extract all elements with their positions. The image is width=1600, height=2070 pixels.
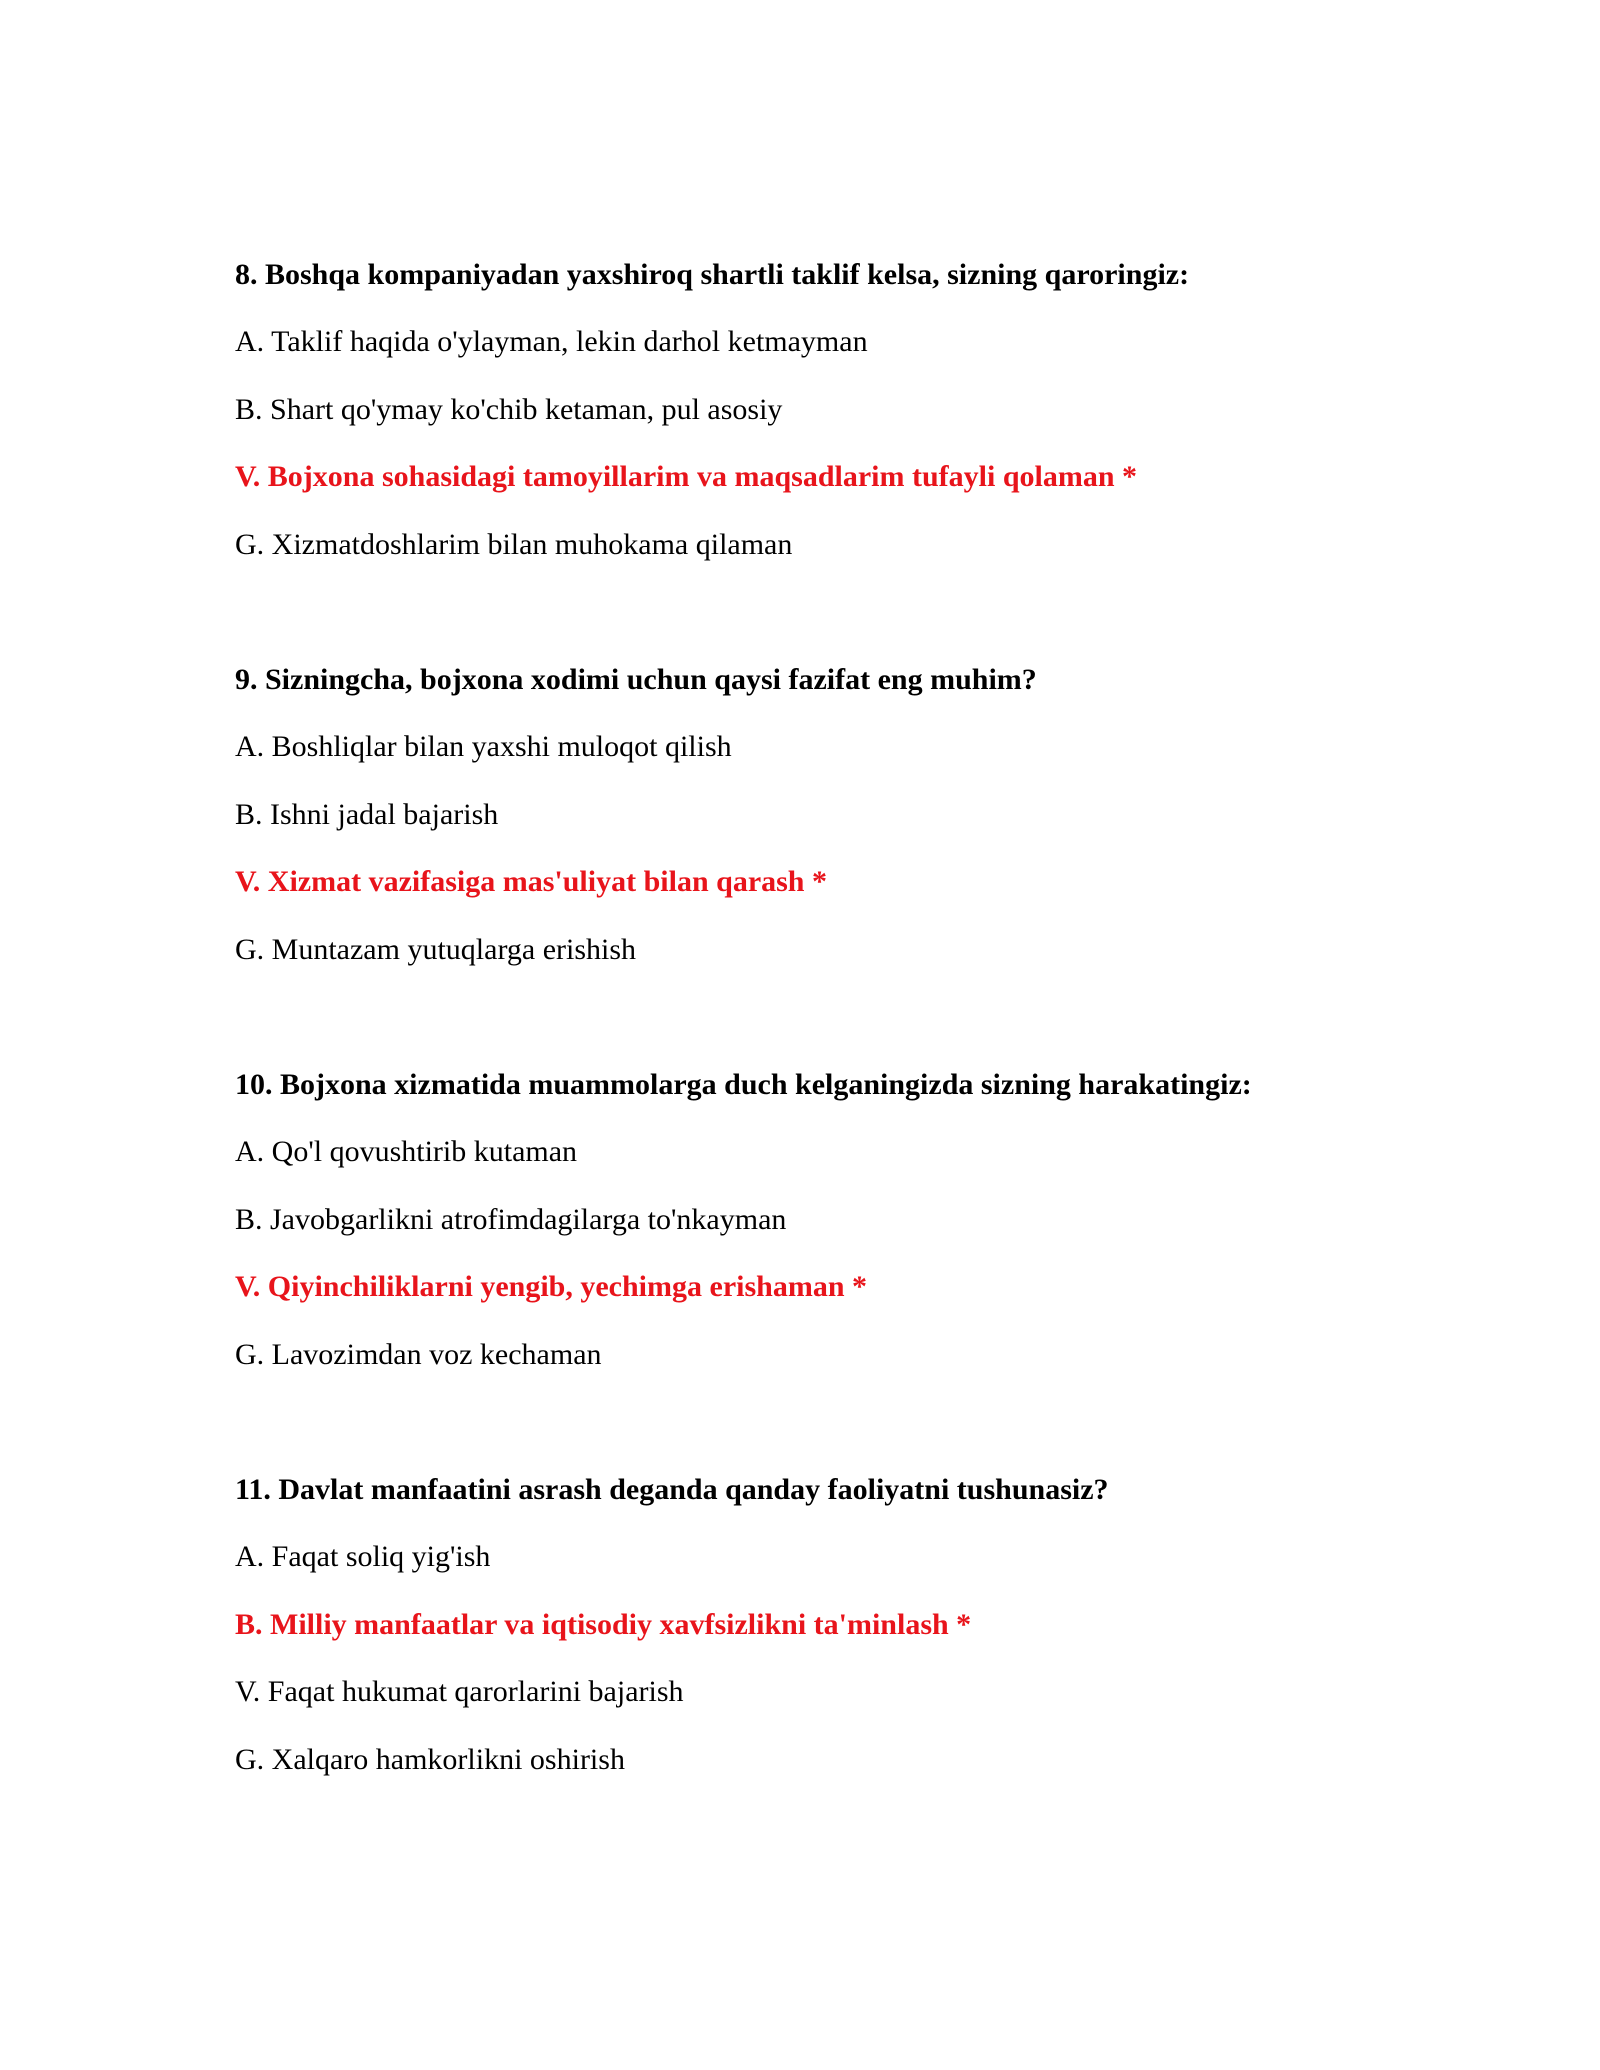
answer-option-g: G. Muntazam yutuqlarga erishish [235, 933, 637, 966]
answer-option-b: B. Ishni jadal bajarish [235, 798, 499, 831]
correct-answer-option-b: B. Milliy manfaatlar va iqtisodiy xavfsizlikni ta'minlash * [235, 1608, 972, 1641]
answer-option-b: B. Shart qo'ymay ko'chib ketaman, pul asosiy [235, 393, 783, 426]
correct-answer-option-v: V. Bojxona sohasidagi tamoyillarim va maqsadlarim tufayli qolaman * [235, 460, 1138, 493]
correct-answer-option-v: V. Qiyinchiliklarni yengib, yechimga erishaman * [235, 1270, 868, 1303]
answer-option-a: A. Taklif haqida o'ylayman, lekin darhol ketmayman [235, 325, 868, 358]
question-title: 9. Sizningcha, bojxona xodimi uchun qaysi fazifat eng muhim? [235, 663, 1037, 696]
answer-option-v: V. Faqat hukumat qarorlarini bajarish [235, 1675, 684, 1708]
answer-option-a: A. Qo'l qovushtirib kutaman [235, 1135, 578, 1168]
question-title: 8. Boshqa kompaniyadan yaxshiroq shartli taklif kelsa, sizning qaroringiz: [235, 258, 1190, 291]
answer-option-g: G. Xalqaro hamkorlikni oshirish [235, 1743, 625, 1776]
answer-option-a: A. Faqat soliq yig'ish [235, 1540, 491, 1573]
answer-option-g: G. Lavozimdan voz kechaman [235, 1338, 602, 1371]
answer-option-b: B. Javobgarlikni atrofimdagilarga to'nkayman [235, 1203, 787, 1236]
question-title: 11. Davlat manfaatini asrash deganda qanday faoliyatni tushunasiz? [235, 1473, 1109, 1506]
question-title: 10. Bojxona xizmatida muammolarga duch kelganingizda sizning harakatingiz: [235, 1068, 1252, 1101]
answer-option-a: A. Boshliqlar bilan yaxshi muloqot qilish [235, 730, 732, 763]
correct-answer-option-v: V. Xizmat vazifasiga mas'uliyat bilan qarash * [235, 865, 827, 898]
answer-option-g: G. Xizmatdoshlarim bilan muhokama qilaman [235, 528, 793, 561]
